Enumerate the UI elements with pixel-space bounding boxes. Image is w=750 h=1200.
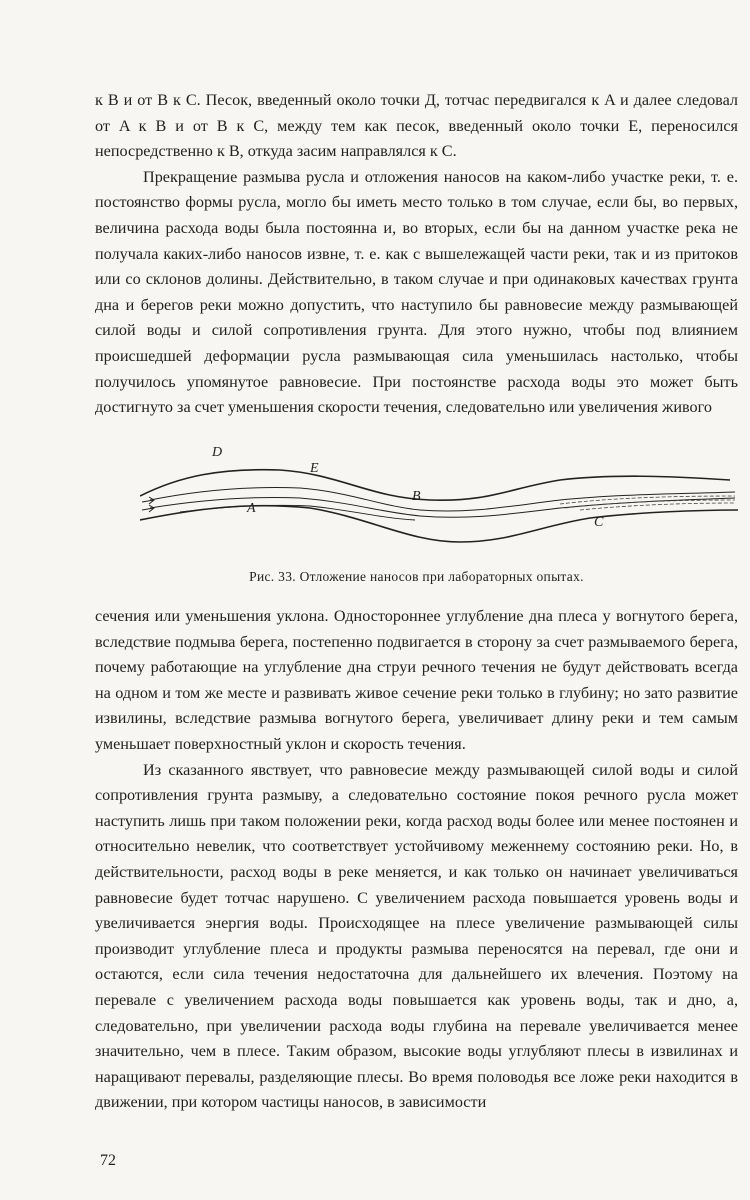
figure-drawing [140,438,740,568]
arrow-icon [142,505,154,512]
label-c: C [594,515,604,530]
label-e: E [310,461,319,476]
text-block-top [95,88,738,421]
river-sediment-figure [140,438,740,568]
label-b: B [412,489,421,504]
upper-bank-line [140,470,730,500]
paragraph: к B и от B к C. Песок, введенный около точки Д, тотчас передвигался к A и далее следовал от A к B и от B к C, между тем как песок, введенный около точки E, переносился непосредственно к B, откуда засим направлялся к C. [95,91,738,161]
label-d: D [212,445,223,460]
flow-line [150,488,735,512]
page-number: 72 [100,1152,116,1169]
text-block-bottom [95,604,738,1116]
figure-caption: Рис. 33. Отложение наносов при лабораторных опытах. [249,569,584,584]
arrow-icon [142,497,154,504]
paragraph: Прекращение размыва русла и отложения наносов на каком-либо участке реки, т. е. постоянство формы русла, могло бы иметь место только в том случае, если бы, во первых, величина расхода воды была постоянна и, во вторых, если бы на данном участке река не получала каких-либо наносов извне, т. е. как с вышележащей части реки, так и из притоков или со склонов долины. Действительно, в таком случае и при одинаковых качествах грунта дна и берегов реки можно допустить, что наступило бы равновесие между размывающей силой воды и силой сопротивления грунта. Для этого нужно, чтобы под влиянием происшедшей деформации русла размывающая сила уменьшилась настолько, чтобы получилось упомянутое равновесие. При постоянстве расхода воды это может быть достигнуто за счет уменьшения скорости течения, следовательно или увеличения живого [95,167,738,417]
paragraph: Из сказанного явствует, что равновесие между размывающей силой воды и силой сопротивления грунта размыву, а следовательно состояние покоя речного русла может наступить лишь при таком положении реки, когда расход воды более или менее постоянен и относительно невелик, что соответствует устойчивому меженнему состоянию реки. Но, в действительности, расход воды в реке меняется, и как только он начинает увеличиваться равновесие будет тотчас нарушено. С увеличением расхода повышается уровень воды и увеличивается энергия воды. Происходящее на плесе увеличение размывающей силы производит углубление плеса и продукты размыва переносятся на перевал, где они и остаются, если сила течения недостаточна для дальнейшего их влечения. Поэтому на перевале с увеличением расхода воды повышается как уровень воды, так и дно, а, следовательно, при увеличении расхода воды глубина на перевале увеличивается менее значительно, чем в плесе. Таким образом, высокие воды углубляют плесы в извилинах и наращивают перевалы, разделяющие плесы. Во время половодья все ложе реки находится в движении, при котором частицы наносов, в зависимости [95,760,738,1112]
label-a: A [247,501,256,516]
paragraph: сечения или уменьшения уклона. Одностороннее углубление дна плеса у вогнутого берега, вследствие подмыва берега, постепенно подвигается в сторону за счет размываемого берега, почему работающие на углубление дна струи речного течения не будут действовать всегда на одном и том же месте и развивать живое сечение реки только в глубину; но зато развитие извилины, вследствие размыва вогнутого берега, увеличивает длину реки и тем самым уменьшает поверхностный уклон и скорость течения. [95,607,738,753]
